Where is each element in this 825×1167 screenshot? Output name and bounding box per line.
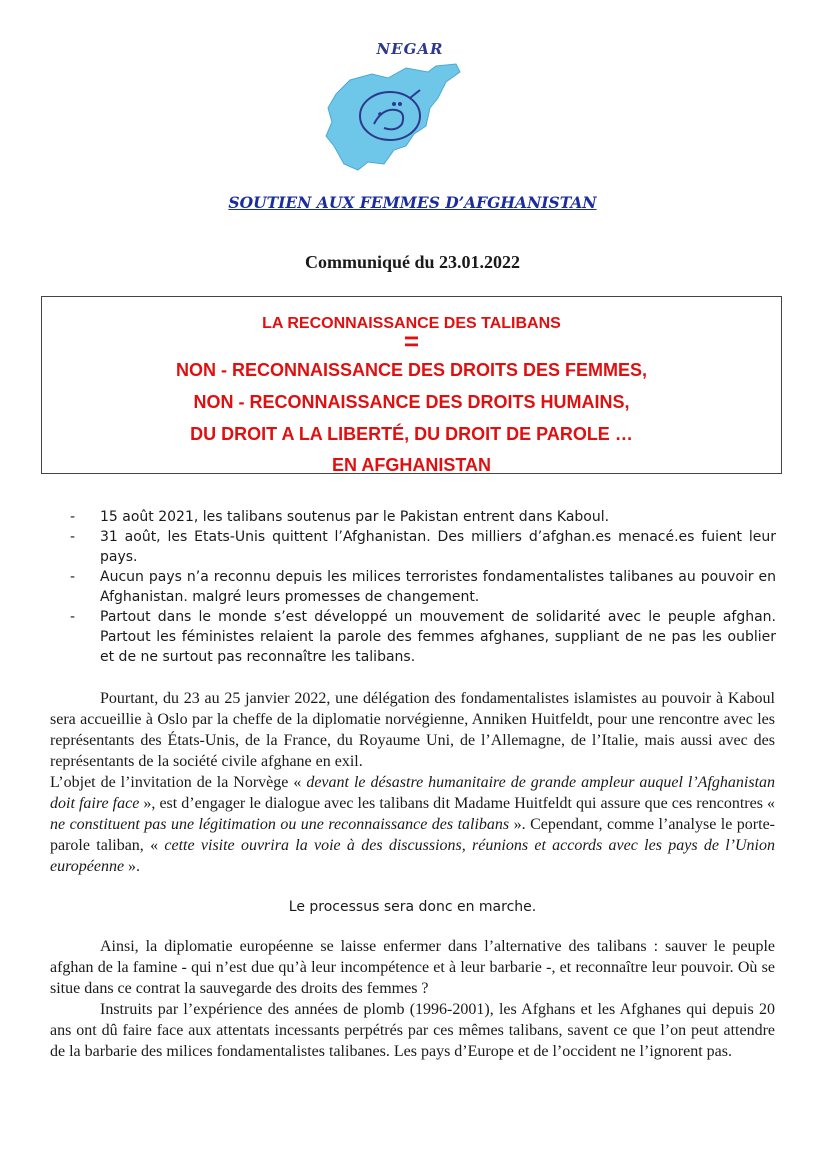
quote-taliban: cette visite ouvrira la voie à des discussions, réunions et accords avec les pays de l’Union européenne [50,837,776,875]
bullet-dash: - [70,509,76,525]
headline-line-3: NON - RECONNAISSANCE DES DROITS HUMAINS, [193,392,630,412]
paragraph-delegation: Pourtant, du 23 au 25 janvier 2022, une délégation des fondamentalistes islamistes au pouvoir à Kaboul sera accueillie à Oslo par la cheffe de la diplomatie norvégienne, Anniken Huitfeldt, pour une rencontre avec les représentants des États-Unis, de la France, du Royaume Uni, de l’Allemagne, de l’Italie, mais aussi avec des représentants de la société civile afghane en exil. [50,690,775,770]
bullet-dash: - [70,529,76,545]
quote-huitfeldt: ne constituent pas une légitimation ou une reconnaissance des talibans [50,816,510,833]
headline-line-1: LA RECONNAISSANCE DES TALIBANS [262,315,561,332]
text-run: L’objet de l’invitation de la Norvège « [50,774,307,791]
headline-line-5: EN AFGHANISTAN [332,455,491,475]
bullet-dash: - [70,569,76,585]
quote-norway: devant le désastre humanitaire de grande ampleur auquel l’Afghanistan doit faire face [50,774,776,812]
bullet-text: Partout dans le monde s’est développé un mouvement de solidarité avec le peuple afghan. Partout les féministes relaient la parole des femmes afghanes, suppliant de ne pas les oublier et de ne surtout pas reconnaître les talibans. [100,609,776,665]
headline-box [41,296,782,474]
list-item [70,507,776,527]
bullet-text: Aucun pays n’a reconnu depuis les milices terroristes fondamentalistes talibanes au pouvoir en Afghanistan. malgré leurs promesses de changement. [100,569,776,605]
list-item [70,607,776,667]
text-run: ». [124,858,141,875]
list-item [70,567,776,607]
communique-date: Communiqué du 23.01.2022 [304,252,521,272]
bullet-text: 15 août 2021, les talibans soutenus par le Pakistan entrent dans Kaboul. [100,509,610,525]
bullet-list [70,507,776,667]
list-item [70,527,776,567]
headline-line-2: NON - RECONNAISSANCE DES DROITS DES FEMMES, [175,360,648,380]
text-run: », est d’engager le dialogue avec les talibans dit Madame Huitfeldt qui assure que ces rencontres « [139,795,775,812]
paragraph-invitation [50,772,775,877]
headline-equals: = [403,326,420,356]
headline-line-4: DU DROIT A LA LIBERTÉ, DU DROIT DE PAROLE … [190,424,633,444]
text-run: ». Cependant, comme l’analyse le porte-parole taliban, « [50,816,776,854]
negar-logo [310,38,470,188]
tagline: SOUTIEN AUX FEMMES D’AFGHANISTAN [228,193,597,212]
process-statement: Le processus sera donc en marche. [288,899,537,915]
bullet-text: 31 août, les Etats-Unis quittent l’Afghanistan. Des milliers d’afghan.es menacé.es fuient leur pays. [100,529,776,565]
afghanistan-map-logo-icon [310,38,470,188]
paragraph-experience: Instruits par l’expérience des années de plomb (1996-2001), les Afghans et les Afghanes qui depuis 20 ans ont dû faire face aux attentats incessants perpétrés par ces mêmes talibans, savent ce que l’on peut attendre de la barbarie des milices fondamentalistes talibanes. Les pays d’Europe et de l’occident ne l’ignorent pas. [50,1001,775,1060]
bullet-dash: - [70,609,76,625]
paragraph-diplomacy: Ainsi, la diplomatie européenne se laisse enfermer dans l’alternative des talibans : sauver le peuple afghan de la famine - qui n’est due qu’à leur incompétence et à leur barbarie -, et reconnaître leur pouvoir. Où se situe dans ce contrat la sauvegarde des droits des femmes ? [50,938,775,997]
logo-name: NEGAR [376,40,444,58]
